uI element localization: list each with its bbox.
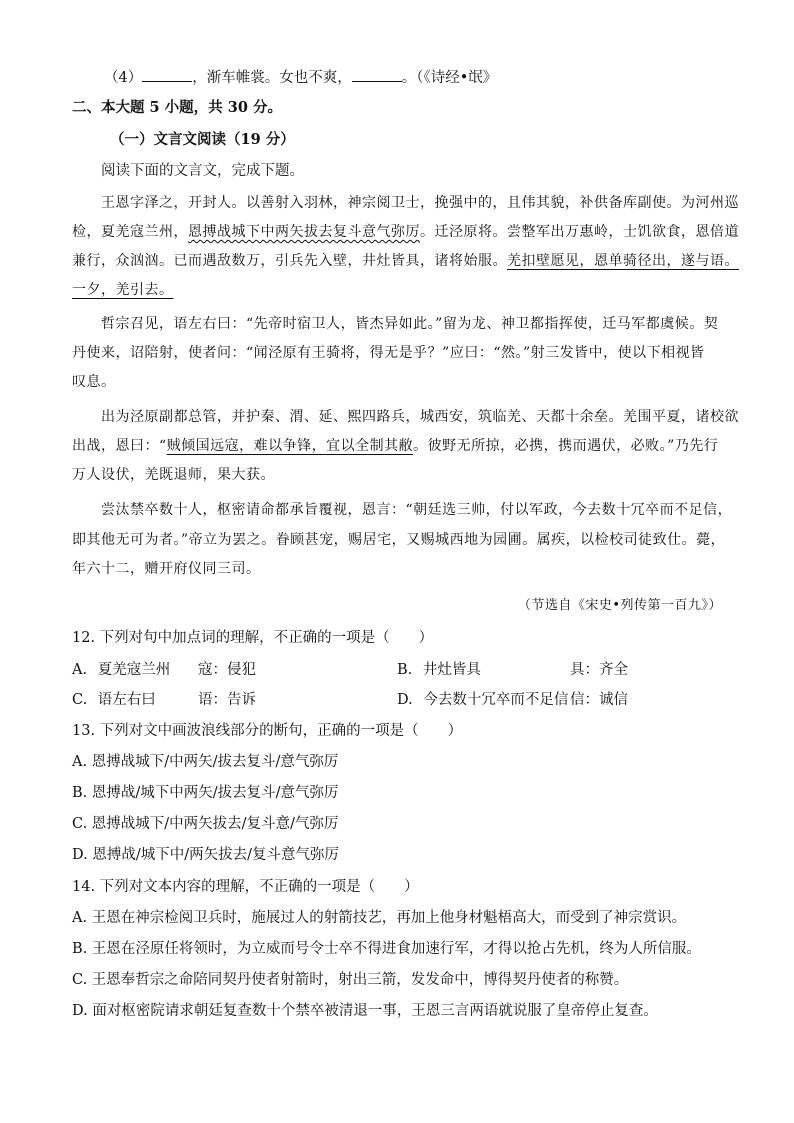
- passage-source: （节选自《宋史•列传第一百九》）: [517, 598, 722, 613]
- option-label: A.: [72, 662, 88, 678]
- section-title: 二、本大题 5 小题，共 30 分。: [72, 99, 282, 116]
- subsection-title: （一）文言文阅读（19 分）: [110, 131, 295, 148]
- q12-option-d[interactable]: [397, 690, 568, 710]
- answer-blank-2[interactable]: [352, 66, 402, 82]
- passage-p3-line1: 出为泾原副都总管，并护秦、渭、延、熙四路兵，城西安，筑临羌、天都十余垒。羌围平夏，诸校欲: [101, 409, 739, 425]
- q4-prefix: （4）: [104, 70, 143, 86]
- option-label: C.: [72, 692, 88, 708]
- passage-p1-line4: 一夕，羌引去。: [72, 282, 174, 298]
- q12-option-b[interactable]: [397, 660, 481, 680]
- passage-p4-line1: 尝汰禁卒数十人，枢密请命都承旨覆视，恩言：“朝廷选三帅，付以军政，今去数十冗卒而不足信，: [101, 502, 733, 518]
- q12-option-b-gloss: 具：齐全: [570, 662, 628, 678]
- q13-option-a[interactable]: A. 恩搏战城下/中两矢/拔去复斗/意气弥厉: [72, 754, 339, 770]
- passage-p4-line3: 年六十二，赠开府仪同三司。: [72, 561, 261, 577]
- passage-p2-line2: 丹使来，诏陪射，使者问：“闻泾原有王骑将，得无是乎？”应曰：“然。”射三发皆中，使以下相视皆: [72, 345, 705, 361]
- option-label: D.: [397, 692, 413, 708]
- q12-option-c[interactable]: [72, 690, 156, 710]
- option-label: B.: [397, 662, 413, 678]
- passage-p2-line1: 哲宗召见，语左右曰：“先帝时宿卫人，皆杰异如此。”留为龙、神卫都指挥使，迁马军都虞候。契: [101, 316, 719, 332]
- option-text: 夏羌寇兰州: [97, 662, 171, 678]
- q13-option-c[interactable]: C. 恩搏战城下/中两矢拔去/复斗意/气弥厉: [72, 816, 339, 832]
- passage-p1-line1: 王恩字泽之，开封人。以善射入羽林，神宗阅卫士，挽强中的，且伟其貌，补供备库副使。为河州巡: [101, 195, 739, 211]
- q12-option-a[interactable]: [72, 660, 170, 680]
- option-text: 今去数十冗卒而不足信: [423, 692, 569, 708]
- passage-p3-line3: 万人设伏，羌既退师，果大获。: [72, 467, 275, 483]
- passage-p1-line2: [72, 222, 739, 242]
- passage-p4-line2: 即其他无可为者。”帝立为罢之。眷顾甚宠，赐居宅，又赐城西地为园圃。属疾，以检校司徒致仕。薨，: [72, 532, 726, 548]
- q12-option-a-gloss: 寇：侵犯: [198, 662, 256, 678]
- option-text: 井灶皆具: [422, 662, 481, 678]
- q13-option-d[interactable]: D. 恩搏战/城下中/两矢拔去/复斗意气弥厉: [72, 847, 339, 863]
- underlined-sentence: 羌扣壁愿见，恩单骑径出，遂与语。: [507, 253, 739, 269]
- q14-option-d[interactable]: D. 面对枢密院请求朝廷复查数十个禁卒被清退一事，王恩三言两语就说服了皇帝停止复查。: [72, 1003, 658, 1019]
- passage-p3-line2: [72, 436, 718, 456]
- passage-p2-line3: 叹息。: [72, 374, 116, 390]
- question-13-stem: 13. 下列对文中画波浪线部分的断句，正确的一项是（ ）: [72, 723, 463, 739]
- q13-option-b[interactable]: B. 恩搏战/城下中两矢/拔去复斗/意气弥厉: [72, 785, 339, 801]
- passage-text: 。迁泾原将。尝整军出万惠岭，士饥欲食，恩倍道: [420, 224, 739, 240]
- wavy-underlined-sentence: 恩搏战城下中两矢拔去复斗意气弥厉: [188, 224, 420, 240]
- q12-option-c-gloss: 语：告诉: [198, 692, 256, 708]
- question-12-stem: 12. 下列对句中加点词的理解，不正确的一项是（ ）: [72, 630, 434, 646]
- q12-option-d-gloss: 信：诚信: [570, 692, 628, 708]
- q14-option-b[interactable]: B. 王恩在泾原任将领时，为立威而号令士卒不得进食加速行军，才得以抢占先机，终为人所信服。: [72, 941, 701, 957]
- question-14-stem: 14. 下列对文本内容的理解，不正确的一项是（ ）: [72, 879, 419, 895]
- answer-blank-1[interactable]: [142, 66, 192, 82]
- passage-text: 。彼野无所掠，必携，携而遇伏，必败。”乃先行: [413, 438, 719, 454]
- underlined-sentence: 贼倾国远寇，难以争锋，宜以全制其敝: [166, 438, 414, 454]
- option-text: 语左右曰: [97, 692, 156, 708]
- poem-question-4: [104, 66, 497, 88]
- passage-text: 兼行，众汹汹。已而遇敌数万，引兵先入壁，井灶皆具，诸将始服。: [72, 253, 507, 269]
- q14-option-c[interactable]: C. 王恩奉哲宗之命陪同契丹使者射箭时，射出三箭，发发命中，博得契丹使者的称赞。: [72, 972, 629, 988]
- q4-mid: ，渐车帷裳。女也不爽，: [192, 70, 352, 86]
- passage-p1-line3: [72, 251, 739, 271]
- passage-text: 出战，恩曰：“: [72, 438, 167, 454]
- q4-suffix: 。（《诗经•氓》: [401, 70, 498, 86]
- q14-option-a[interactable]: A. 王恩在神宗检阅卫兵时，施展过人的射箭技艺，再加上他身材魁梧高大，而受到了神宗赏识。: [72, 910, 687, 926]
- reading-instruction: 阅读下面的文言文，完成下题。: [101, 163, 304, 179]
- passage-text: 检，夏羌寇兰州，: [72, 224, 188, 240]
